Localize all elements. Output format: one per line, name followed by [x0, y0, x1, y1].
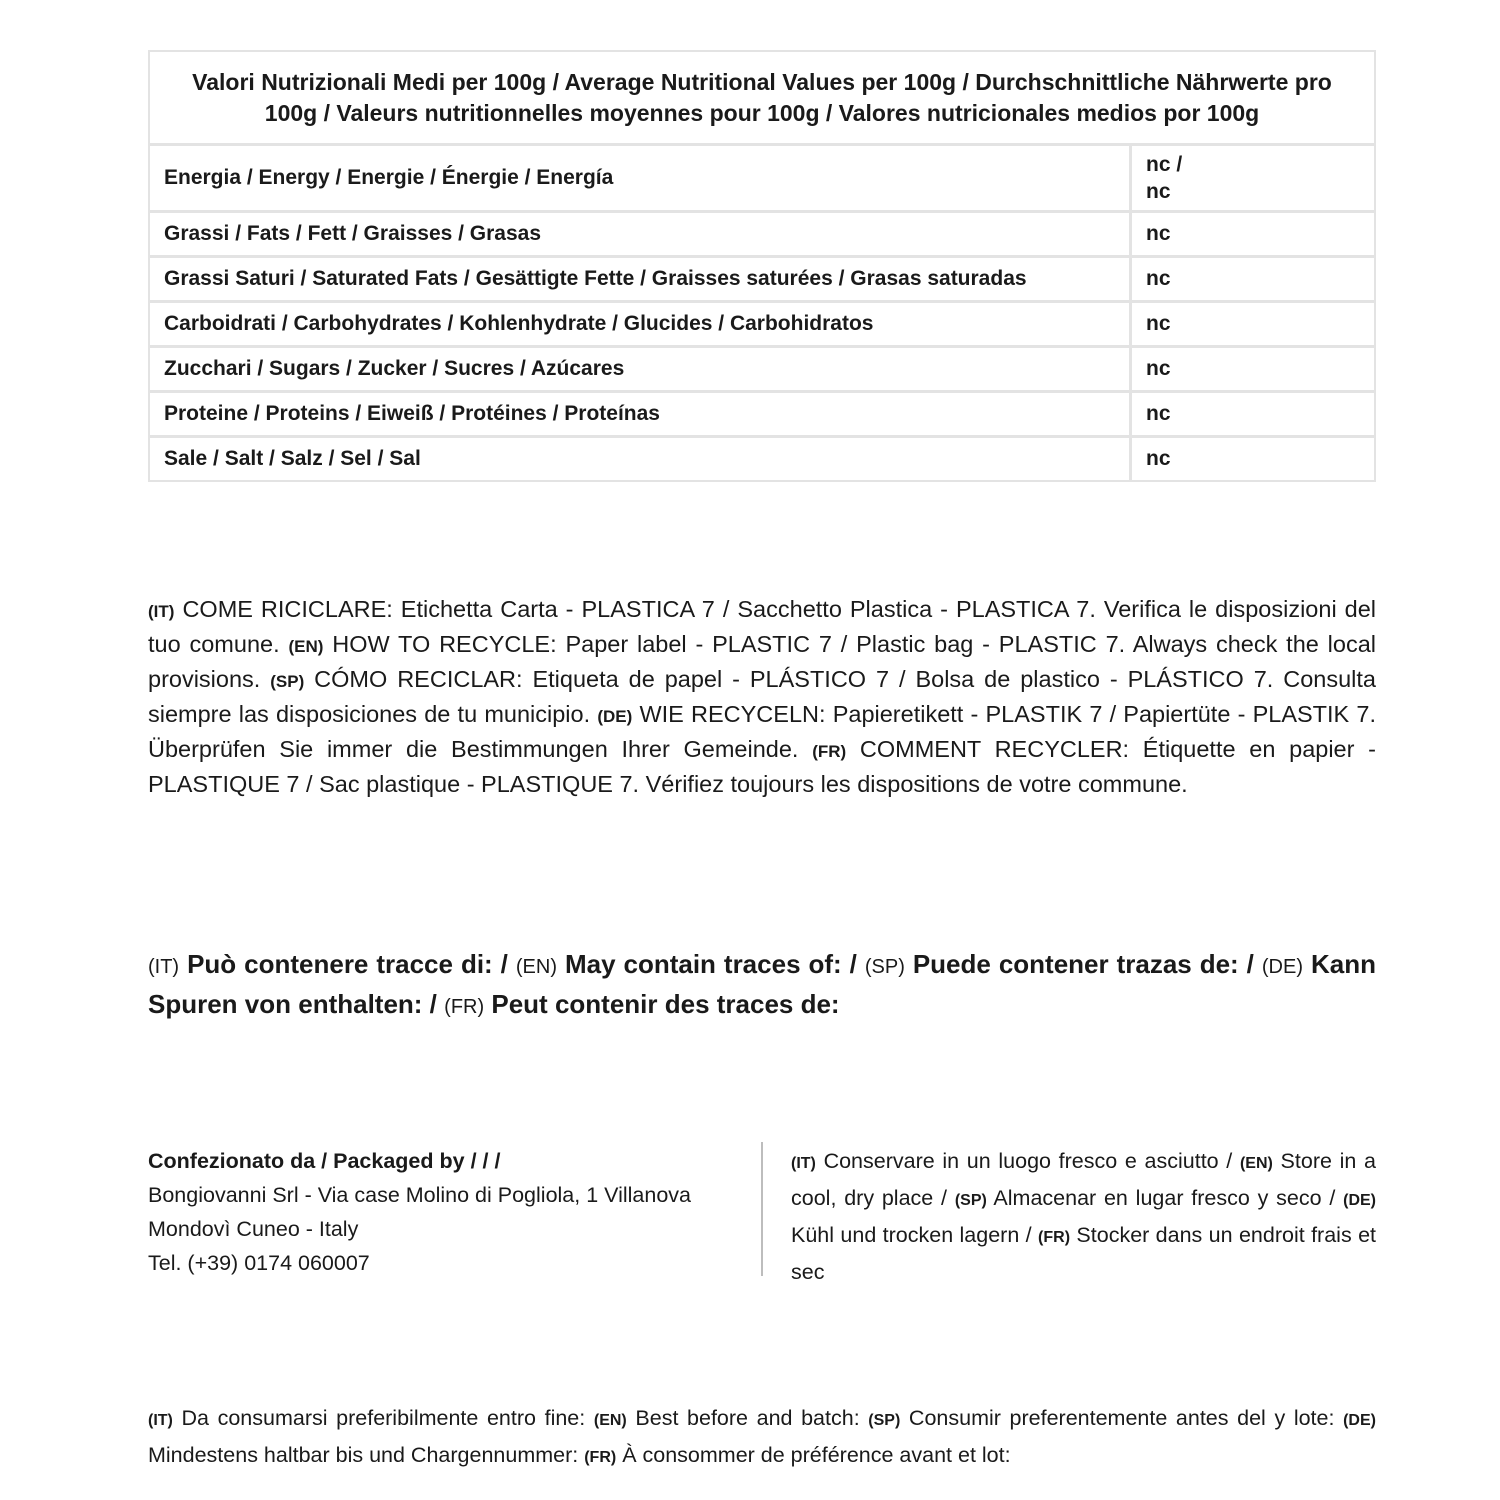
nutrition-label: Grassi / Fats / Fett / Graisses / Grasas	[150, 213, 1129, 258]
nutrition-row-carbohydrates	[150, 303, 1374, 348]
nutrition-label: Sale / Salt / Salz / Sel / Sal	[164, 447, 421, 470]
recycling-text-de: WIE RECYCELN: Papieretikett - PLASTIK 7 / Papiertüte - PLASTIK 7. Überprüfen Sie immer die Bestimmungen Ihrer Gemeinde.	[148, 701, 1377, 762]
lang-tag-it: (IT)	[148, 602, 175, 621]
lang-tag-en: (EN)	[515, 956, 557, 978]
storage-text-en: Store in a cool, dry place /	[791, 1149, 1376, 1210]
nutrition-value: nc	[1129, 213, 1374, 258]
nutrition-value: nc	[1129, 348, 1374, 393]
lang-tag-sp: (SP)	[270, 672, 305, 691]
lang-tag-sp: (SP)	[864, 956, 905, 978]
lang-tag-fr: (FR)	[444, 996, 485, 1018]
lang-tag-it: (IT)	[148, 1412, 173, 1429]
nutrition-header-row	[150, 52, 1374, 146]
lang-tag-de: (DE)	[597, 707, 633, 726]
best-before-text-de: Mindestens haltbar bis und Chargennummer:	[148, 1443, 579, 1467]
lang-tag-sp: (SP)	[868, 1412, 901, 1429]
lang-tag-it: (IT)	[148, 956, 180, 978]
packaged-by-phone: Tel. (+39) 0174 060007	[148, 1251, 370, 1275]
best-before-text-fr: À consommer de préférence avant et lot:	[622, 1443, 1011, 1467]
storage-text-sp: Almacenar en lugar fresco y seco /	[993, 1186, 1336, 1210]
nutrition-label: Energia / Energy / Energie / Énergie / Energía	[150, 146, 1129, 213]
lang-tag-fr: (FR)	[812, 742, 847, 761]
packaged-by-address-line1: Bongiovanni Srl - Via case Molino di Pogliola, 1 Villanova	[148, 1183, 692, 1207]
nutrition-label: Proteine / Proteins / Eiweiß / Protéines / Proteínas	[150, 393, 1129, 438]
nutrition-value-line1: nc /	[1146, 153, 1183, 176]
traces-text-fr: Peut contenir des traces de:	[491, 989, 840, 1019]
storage-instructions	[791, 1144, 1376, 1289]
nutrition-row-saturated-fats	[150, 258, 1374, 303]
lang-tag-de: (DE)	[1343, 1412, 1376, 1429]
traces-text-en: May contain traces of: /	[564, 949, 857, 979]
storage-text-de: Kühl und trocken lagern /	[791, 1223, 1032, 1247]
nutrition-row-energy	[150, 146, 1374, 213]
nutrition-row-sugars	[150, 348, 1374, 393]
nutrition-value-line2: nc	[1146, 180, 1171, 203]
traces-text-it: Può contenere tracce di: /	[187, 949, 508, 979]
storage-text-fr: Stocker dans un endroit frais et sec	[791, 1223, 1377, 1284]
nutrition-label: Zucchari / Sugars / Zucker / Sucres / Azúcares	[150, 348, 1129, 393]
best-before-text-it: Da consumarsi preferibilmente entro fine:	[181, 1406, 586, 1430]
traces-text-sp: Puede contener trazas de: /	[912, 949, 1254, 979]
recycling-text-it: COME RICICLARE: Etichetta Carta - PLASTICA 7 / Sacchetto Plastica - PLASTICA 7. Verifica le disposizioni del tuo comune.	[148, 596, 1377, 657]
nutrition-value: nc	[1129, 258, 1374, 303]
nutrition-value: nc	[1129, 393, 1374, 438]
nutrition-row-proteins	[150, 393, 1374, 438]
lang-tag-en: (EN)	[288, 637, 324, 656]
lang-tag-de: (DE)	[1261, 956, 1303, 978]
lang-tag-it: (IT)	[791, 1155, 816, 1172]
lang-tag-en: (EN)	[1239, 1155, 1273, 1172]
best-before-text-sp: Consumir preferentemente antes del y lote:	[908, 1406, 1335, 1430]
nutrition-value	[1129, 146, 1374, 213]
nutrition-value: nc	[1129, 303, 1374, 348]
best-before-block	[148, 1401, 1376, 1475]
nutrition-label: Grassi Saturi / Saturated Fats / Gesättigte Fette / Graisses saturées / Grasas saturadas	[150, 258, 1129, 303]
nutrition-label: Carboidrati / Carbohydrates / Kohlenhydrate / Glucides / Carbohidratos	[150, 303, 1129, 348]
storage-text-it: Conservare in un luogo fresco e asciutto /	[823, 1149, 1233, 1173]
traces-text-de: Kann Spuren von enthalten: /	[148, 949, 1376, 1019]
lang-tag-en: (EN)	[593, 1412, 627, 1429]
packaged-by-block	[148, 1144, 748, 1280]
column-divider	[761, 1142, 763, 1276]
lang-tag-fr: (FR)	[584, 1449, 617, 1466]
nutrition-table	[148, 50, 1376, 482]
recycling-instructions	[148, 593, 1376, 801]
nutrition-row-salt	[150, 438, 1374, 480]
recycling-text-sp: CÓMO RECICLAR: Etiqueta de papel - PLÁSTICO 7 / Bolsa de plastico - PLÁSTICO 7. Consulta siempre las disposiciones de tu municipio.	[148, 666, 1376, 727]
lang-tag-de: (DE)	[1343, 1192, 1376, 1209]
recycling-text-en: HOW TO RECYCLE: Paper label - PLASTIC 7 / Plastic bag - PLASTIC 7. Always check the local provisions.	[148, 631, 1376, 692]
nutrition-row-fats	[150, 213, 1374, 258]
lang-tag-fr: (FR)	[1038, 1229, 1071, 1246]
allergen-traces	[148, 946, 1376, 1026]
nutrition-header: Valori Nutrizionali Medi per 100g / Average Nutritional Values per 100g / Durchschnittliche Nährwerte pro 100g / Valeurs nutritionnelles moyennes pour 100g / Valores nutricionales medios por 100g	[150, 52, 1374, 146]
recycling-text-fr: COMMENT RECYCLER: Étiquette en papier - PLASTIQUE 7 / Sac plastique - PLASTIQUE 7. Vérifiez toujours les dispositions de votre commune.	[148, 736, 1376, 797]
best-before-text-en: Best before and batch:	[635, 1406, 860, 1430]
nutrition-value: nc	[1129, 438, 1374, 480]
packaged-by-address-line2: Mondovì Cuneo - Italy	[148, 1217, 359, 1241]
packaged-by-title: Confezionato da / Packaged by / / /	[148, 1149, 501, 1173]
lang-tag-sp: (SP)	[954, 1192, 987, 1209]
